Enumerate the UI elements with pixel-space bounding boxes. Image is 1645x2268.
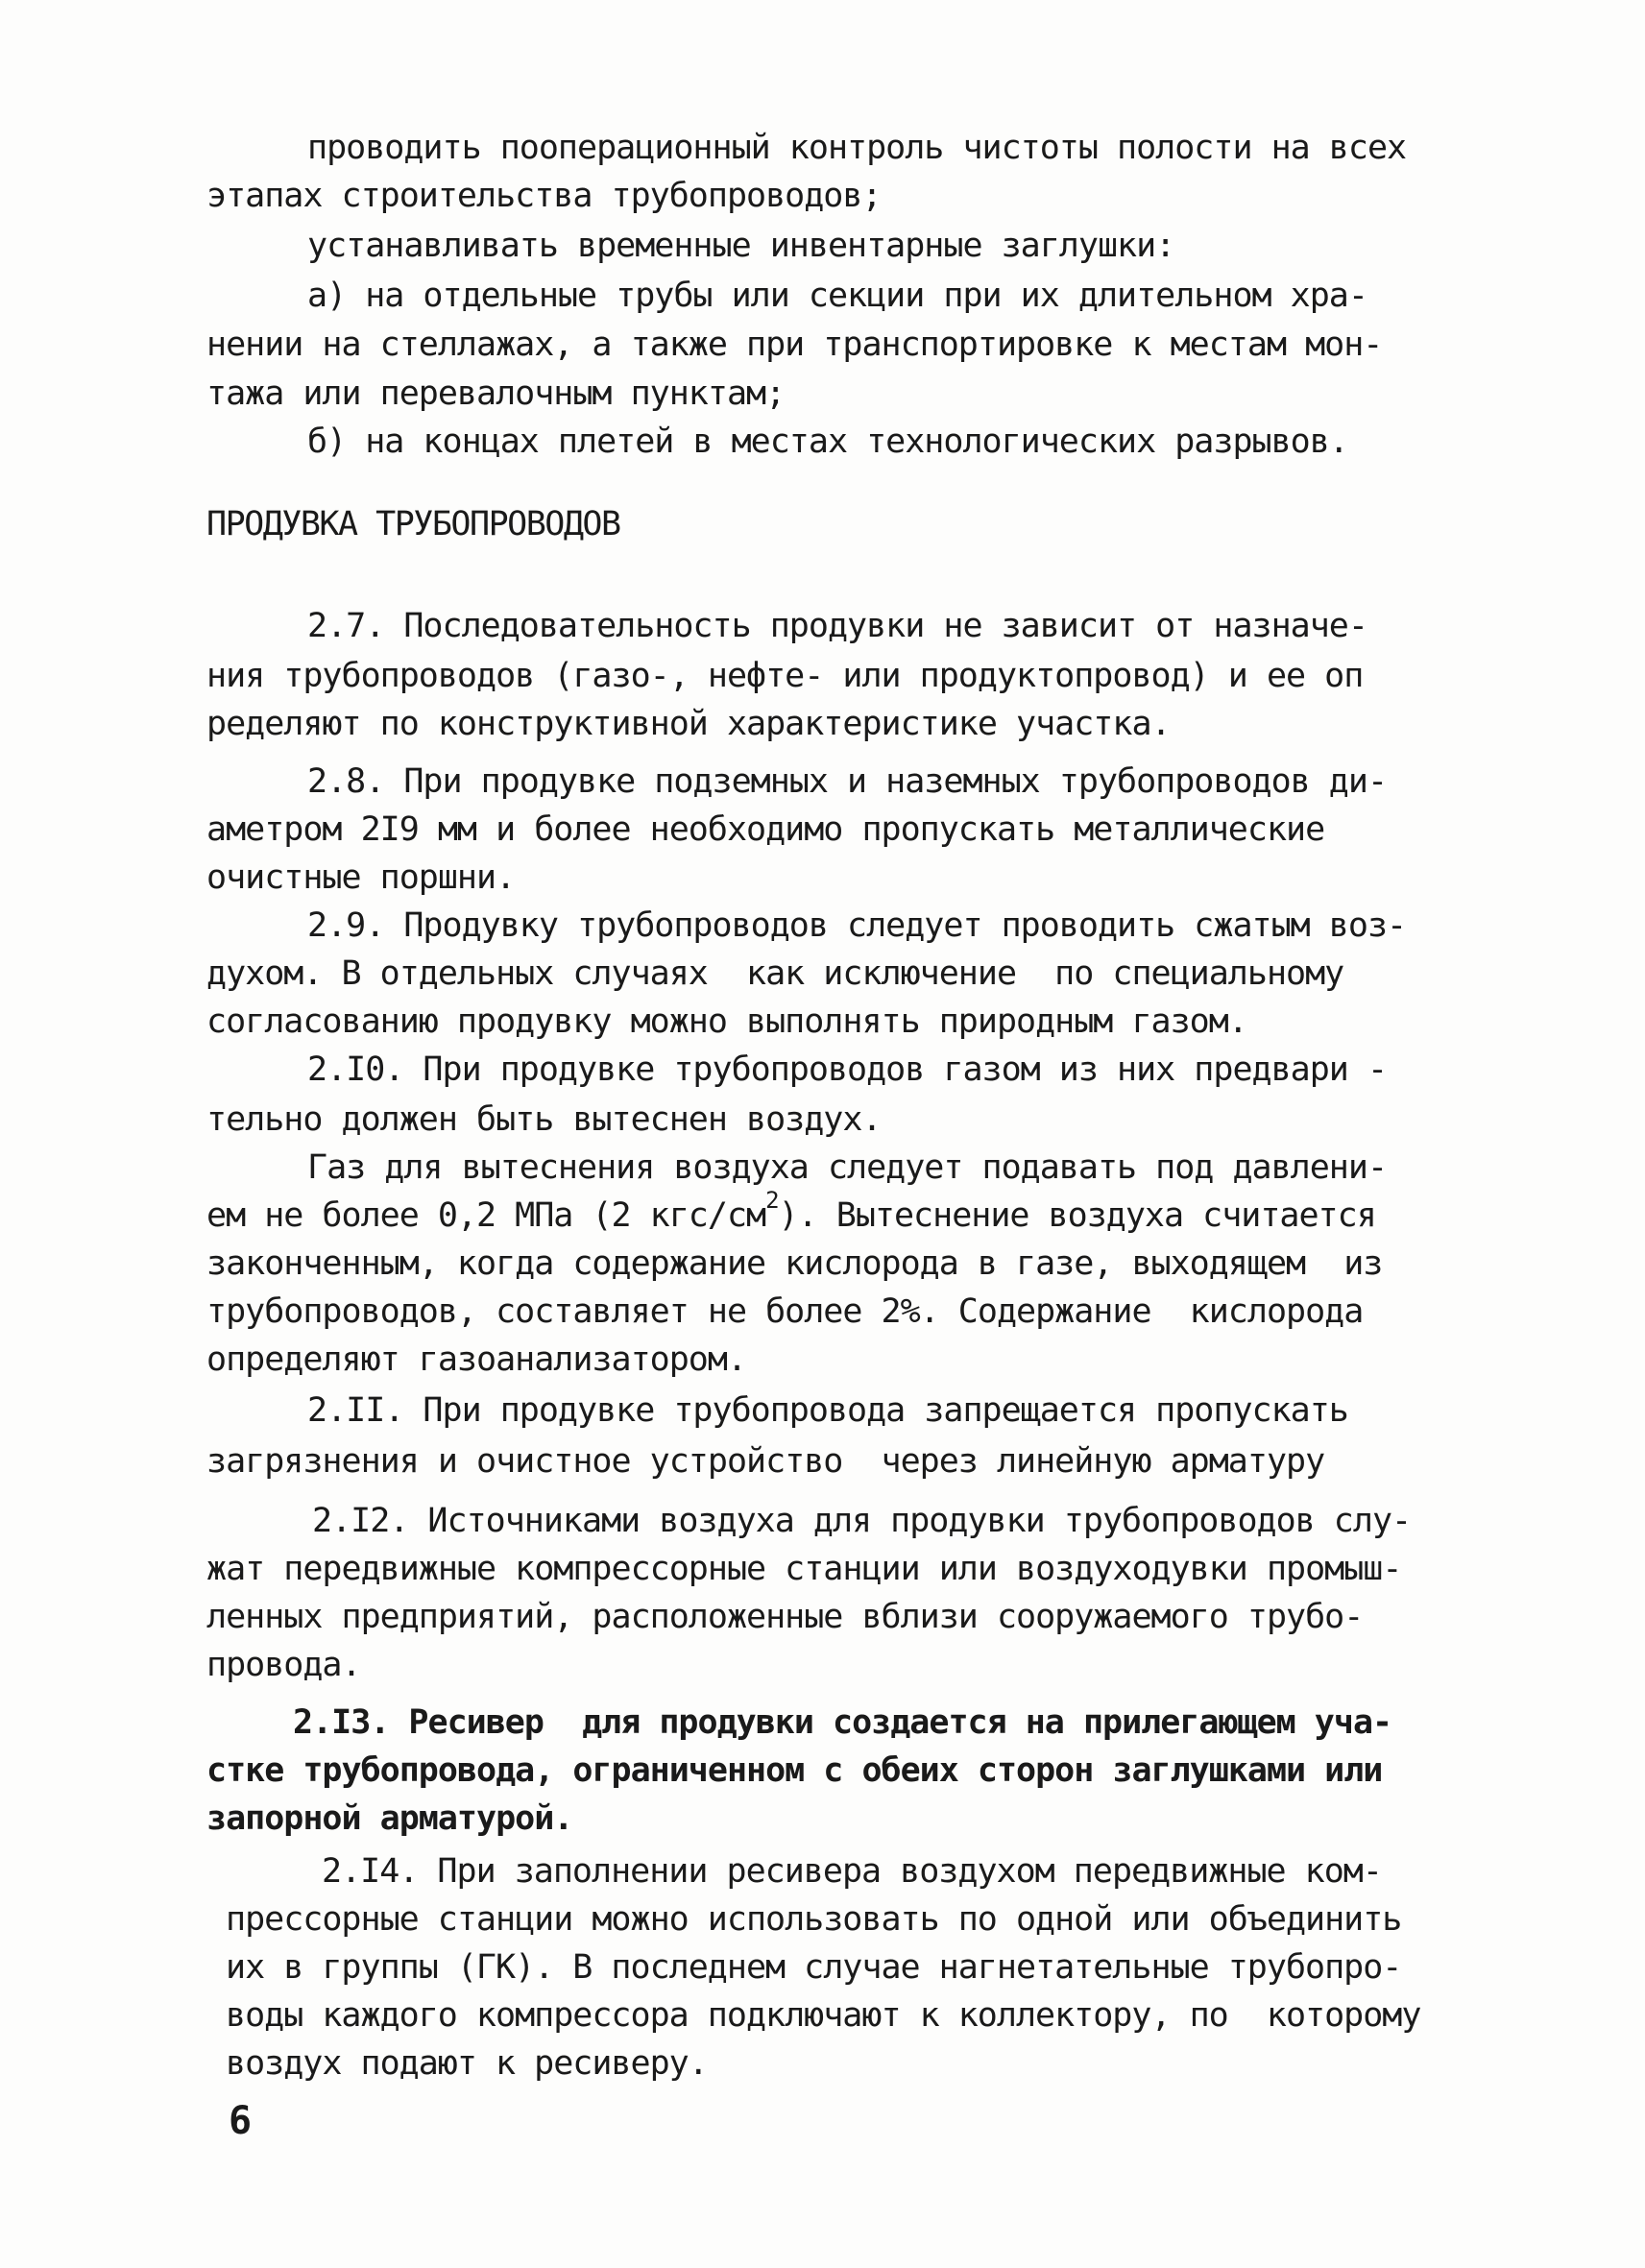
page-number: 6 [229,2099,253,2143]
p27-line-3: ределяют по конструктивной характеристике участка. [206,705,1171,743]
p28-line-2: аметром 2I9 мм и более необходимо пропускать металлические [206,810,1325,849]
p214-line-5: воздух подают к ресиверу. [226,2044,708,2083]
p212-line-1: 2.I2. Источниками воздуха для продувки трубопроводов слу- [312,1502,1412,1540]
intro-line-4: а) на отдельные трубы или секции при их длительном хра- [307,277,1367,315]
p214-line-1: 2.I4. При заполнении ресивера воздухом передвижные ком- [322,1852,1382,1891]
p210-line-6: трубопроводов, составляет не более 2%. Содержание кислорода [206,1292,1364,1331]
p212-line-3: ленных предприятий, расположенные вблизи сооружаемого трубо- [206,1598,1364,1636]
p210-line-7: определяют газоанализатором. [206,1340,747,1379]
p212-line-4: провода. [206,1646,361,1684]
intro-line-7: б) на концах плетей в местах технологических разрывов. [307,422,1348,461]
intro-line-2: этапах строительства трубопроводов; [206,177,882,215]
p29-line-1: 2.9. Продувку трубопроводов следует проводить сжатым воз- [307,906,1407,945]
p210-line-2: тельно должен быть вытеснен воздух. [206,1100,882,1139]
p29-line-2: духом. В отдельных случаях как исключение по специальному [206,954,1344,993]
p210-line-5: законченным, когда содержание кислорода в газе, выходящем из [206,1244,1383,1283]
p210-line-4 [206,1187,1376,1239]
p210-line-4-start: ем не более 0,2 МПа (2 кгс/см [206,1196,766,1235]
p213-line-2: стке трубопровода, ограниченном с обеих сторон заглушками или [206,1751,1383,1790]
intro-line-6: тажа или перевалочным пунктам; [206,374,786,413]
p211-line-2: загрязнения и очистное устройство через линейную арматуру [206,1442,1325,1481]
p27-line-2: ния трубопроводов (газо-, нефте- или продуктопровод) и ее оп [206,657,1364,695]
intro-line-3: устанавливать временные инвентарные заглушки: [307,227,1175,265]
section-heading: ПРОДУВКА ТРУБОПРОВОДОВ [206,505,620,543]
p210-line-1: 2.I0. При продувке трубопроводов газом из них предвари - [307,1050,1388,1089]
intro-line-1: проводить пооперационный контроль чистоты полости на всех [307,129,1407,167]
p214-line-4: воды каждого компрессора подключают к коллектору, по которому [226,1996,1421,2035]
superscript-exponent: 2 [765,1187,779,1215]
p28-line-3: очистные поршни. [206,858,516,897]
p29-line-3: согласованию продувку можно выполнять природным газом. [206,1002,1247,1041]
p210-line-3: Газ для вытеснения воздуха следует подавать под давлени- [307,1148,1388,1187]
p28-line-1: 2.8. При продувке подземных и наземных трубопроводов ди- [307,762,1388,801]
intro-line-5: нении на стеллажах, а также при транспортировке к местам мон- [206,326,1383,364]
p213-line-3: запорной арматурой. [206,1799,573,1838]
p214-line-2: прессорные станции можно использовать по одной или объединить [226,1900,1402,1939]
p212-line-2: жат передвижные компрессорные станции или воздуходувки промыш- [206,1550,1402,1588]
p27-line-1: 2.7. Последовательность продувки не зависит от назначе- [307,607,1367,645]
p213-line-1: 2.I3. Ресивер для продувки создается на прилегающем уча- [293,1703,1392,1742]
p210-line-4-end: ). Вытеснение воздуха считается [778,1196,1376,1235]
p214-line-3: их в группы (ГК). В последнем случае нагнетательные трубопро- [226,1948,1402,1987]
p211-line-1: 2.II. При продувке трубопровода запрещается пропускать [307,1391,1348,1430]
